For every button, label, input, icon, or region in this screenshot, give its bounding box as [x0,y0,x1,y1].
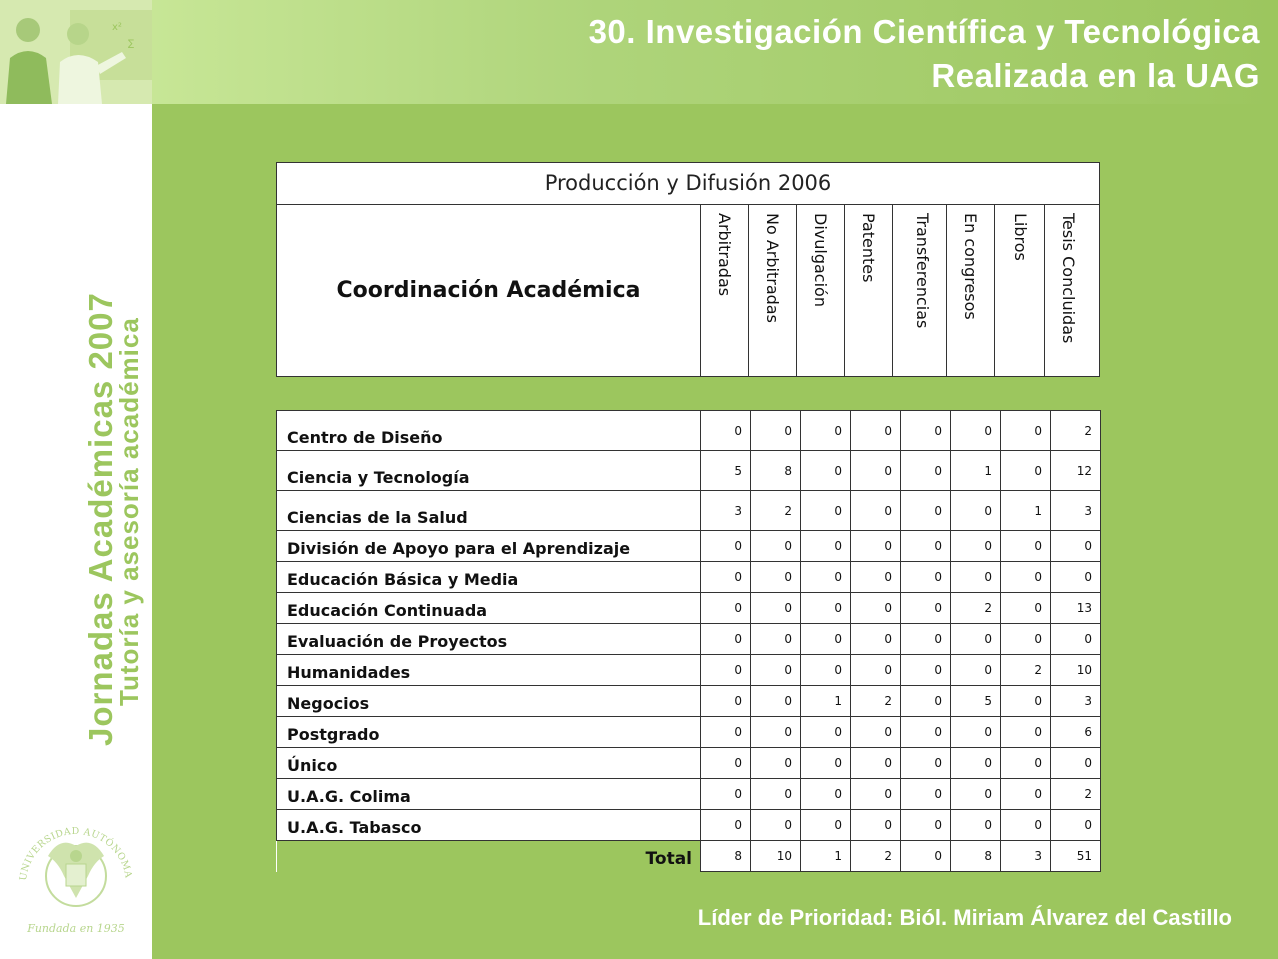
cell-value: 0 [901,593,951,624]
column-header-tesis-concluidas: Tesis Concluidas [1059,213,1078,344]
table-row [277,562,1101,593]
cell-value: 8 [751,451,801,491]
total-value: 8 [701,841,751,872]
cell-value: 2 [1051,779,1101,810]
university-seal [8,806,144,940]
cell-value: 0 [951,411,1001,451]
cell-value: 3 [701,491,751,531]
table-row [277,451,1101,491]
cell-value: 0 [701,748,751,779]
row-name: Educación Básica y Media [277,562,701,593]
cell-value: 0 [901,562,951,593]
svg-text:UNIVERSIDAD AUTÓNOMA DE GUADAL: UNIVERSIDAD AUTÓNOMA [18,825,134,882]
column-header-en-congresos: En congresos [947,205,995,376]
cell-value: 0 [801,491,851,531]
cell-value: 0 [701,624,751,655]
cell-value: 0 [701,562,751,593]
table-row [277,411,1101,451]
cell-value: 0 [951,717,1001,748]
total-value: 3 [1001,841,1051,872]
cell-value: 0 [701,717,751,748]
cell-value: 0 [1001,593,1051,624]
table-row [277,748,1101,779]
cell-value: 0 [801,655,851,686]
cell-value: 3 [1051,686,1101,717]
total-label: Total [277,841,701,872]
cell-value: 2 [851,686,901,717]
cell-value: 0 [901,491,951,531]
cell-value: 0 [851,655,901,686]
table-row [277,491,1101,531]
cell-value: 0 [1051,531,1101,562]
cell-value: 0 [751,779,801,810]
cell-value: 0 [701,779,751,810]
cell-value: 1 [951,451,1001,491]
cell-value: 0 [1051,810,1101,841]
cell-value: 0 [701,593,751,624]
cell-value: 0 [751,686,801,717]
row-name: División de Apoyo para el Aprendizaje [277,531,701,562]
cell-value: 0 [801,451,851,491]
cell-value: 0 [851,411,901,451]
cell-value: 0 [851,810,901,841]
cell-value: 0 [751,411,801,451]
cell-value: 0 [851,624,901,655]
cell-value: 0 [951,491,1001,531]
cell-value: 0 [951,562,1001,593]
cell-value: 0 [1001,686,1051,717]
cell-value: 0 [751,562,801,593]
vertical-event-title: Jornadas Académicas 2007 [82,292,119,746]
cell-value: 0 [901,451,951,491]
cell-value: 0 [951,779,1001,810]
cell-value: 0 [751,655,801,686]
cell-value: 2 [751,491,801,531]
cell-value: 5 [701,451,751,491]
cell-value: 0 [1001,779,1051,810]
priority-leader: Líder de Prioridad: Biól. Miriam Álvarez del Castillo [697,905,1232,930]
column-header-patentes: Patentes [845,205,893,376]
table-row [277,531,1101,562]
svg-text:∑: ∑ [128,39,135,49]
cell-value: 0 [851,491,901,531]
cell-value: 0 [851,562,901,593]
total-row [277,841,1101,872]
header-band [152,0,1278,104]
total-value: 10 [751,841,801,872]
cell-value: 0 [1001,624,1051,655]
column-header-libros: Libros [997,205,1045,376]
page-title-line2: Realizada en la UAG [931,57,1260,94]
column-header-arbitradas: Arbitradas [701,205,749,376]
column-header-divulgacion: Divulgación [797,205,845,376]
page-title-line1: 30. Investigación Científica y Tecnológica [588,13,1260,50]
cell-value: 0 [1001,531,1051,562]
cell-value: 0 [1001,748,1051,779]
cell-value: 0 [1001,717,1051,748]
table-row [277,593,1101,624]
row-name: Evaluación de Proyectos [277,624,701,655]
cell-value: 0 [851,451,901,491]
cell-value: 2 [1051,411,1101,451]
cell-value: 0 [851,748,901,779]
cell-value: 0 [751,748,801,779]
header-photo [0,0,152,104]
cell-value: 0 [801,531,851,562]
table-row [277,717,1101,748]
cell-value: 1 [1001,491,1051,531]
cell-value: 0 [951,655,1001,686]
cell-value: 0 [951,748,1001,779]
cell-value: 0 [1051,562,1101,593]
cell-value: 0 [851,593,901,624]
page-title [589,10,1260,98]
cell-value: 0 [801,717,851,748]
cell-value: 0 [901,411,951,451]
cell-value: 0 [701,686,751,717]
cell-value: 0 [751,810,801,841]
cell-value: 0 [701,531,751,562]
cell-value: 0 [951,531,1001,562]
cell-value: 0 [751,717,801,748]
row-name: Ciencias de la Salud [277,491,701,531]
row-name: Educación Continuada [277,593,701,624]
total-value: 8 [951,841,1001,872]
cell-value: 0 [901,717,951,748]
cell-value: 0 [901,624,951,655]
cell-value: 0 [751,593,801,624]
table-row [277,779,1101,810]
cell-value: 0 [951,810,1001,841]
cell-value: 0 [901,686,951,717]
cell-value: 0 [751,531,801,562]
cell-value: 0 [801,810,851,841]
cell-value: 0 [801,411,851,451]
cell-value: 0 [901,810,951,841]
cell-value: 6 [1051,717,1101,748]
svg-text:x²: x² [112,22,122,33]
cell-value: 0 [851,779,901,810]
cell-value: 0 [701,655,751,686]
cell-value: 0 [1001,810,1051,841]
column-header-transferencias: Transferencias [899,205,947,376]
total-value: 2 [851,841,901,872]
left-sidebar [0,0,152,959]
row-name: Centro de Diseño [277,411,701,451]
total-value: 51 [1051,841,1101,872]
cell-value: 3 [1051,491,1101,531]
row-name: U.A.G. Tabasco [277,810,701,841]
cell-value: 2 [1001,655,1051,686]
column-header-no-arbitradas: No Arbitradas [749,205,797,376]
row-name: Negocios [277,686,701,717]
cell-value: 13 [1051,593,1101,624]
cell-value: 5 [951,686,1001,717]
cell-value: 0 [801,779,851,810]
production-header-table [276,162,1100,377]
vertical-event-subtitle: Tutoría y asesoría académica [114,317,144,706]
svg-text:Fundada en 1935: Fundada en 1935 [27,922,125,935]
cell-value: 0 [1001,451,1051,491]
cell-value: 2 [951,593,1001,624]
cell-value: 0 [801,562,851,593]
production-data-table [276,410,1101,872]
cell-value: 10 [1051,655,1101,686]
cell-value: 0 [1051,748,1101,779]
row-name: Único [277,748,701,779]
row-name: Postgrado [277,717,701,748]
cell-value: 0 [851,717,901,748]
cell-value: 0 [901,531,951,562]
cell-value: 0 [901,748,951,779]
cell-value: 0 [951,624,1001,655]
cell-value: 0 [701,810,751,841]
table-row [277,624,1101,655]
row-name: U.A.G. Colima [277,779,701,810]
table-row [277,810,1101,841]
total-value: 1 [801,841,851,872]
cell-value: 1 [801,686,851,717]
cell-value: 0 [1001,562,1051,593]
cell-value: 0 [801,624,851,655]
cell-value: 0 [801,748,851,779]
total-value: 0 [901,841,951,872]
row-name: Ciencia y Tecnología [277,451,701,491]
cell-value: 0 [851,531,901,562]
cell-value: 12 [1051,451,1101,491]
cell-value: 0 [801,593,851,624]
coordination-column-header: Coordinación Académica [277,205,701,376]
cell-value: 0 [751,624,801,655]
cell-value: 0 [901,779,951,810]
cell-value: 0 [901,655,951,686]
table-row [277,655,1101,686]
cell-value: 0 [1051,624,1101,655]
production-caption: Producción y Difusión 2006 [277,163,1099,205]
cell-value: 0 [1001,411,1051,451]
row-name: Humanidades [277,655,701,686]
cell-value: 0 [701,411,751,451]
table-row [277,686,1101,717]
